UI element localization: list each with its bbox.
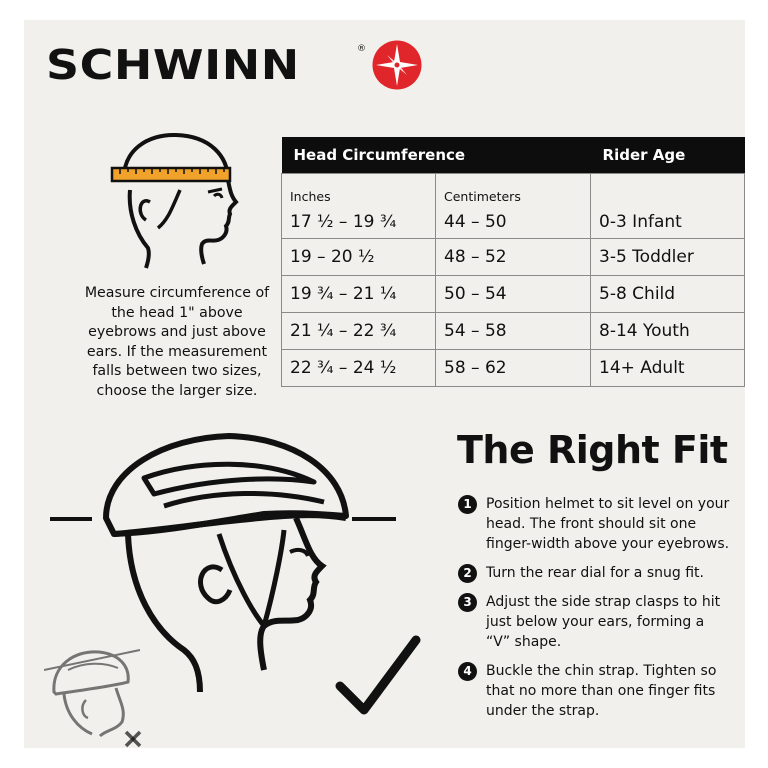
fit-steps-list xyxy=(458,494,730,730)
inches-value: 17 ½ – 19 ¾ xyxy=(290,212,397,232)
cell-age: 14+ Adult xyxy=(591,350,745,387)
step-text: Position helmet to sit level on your head. The front should sit one finger-width above your eyebrows. xyxy=(486,496,730,552)
fit-title: The Right Fit xyxy=(457,428,728,472)
table-row xyxy=(282,350,745,387)
cell-cm: 54 – 58 xyxy=(436,313,591,350)
step-text: Turn the rear dial for a snug fit. xyxy=(486,565,704,581)
step-text: Adjust the side strap clasps to hit just below your ears, forming a “V” shape. xyxy=(486,594,721,650)
step-number-badge: 2 xyxy=(458,564,477,583)
brand-wordmark: SCHWINN xyxy=(46,41,300,89)
table-row xyxy=(282,313,745,350)
cell-age: 0-3 Infant xyxy=(591,174,745,239)
subheader-inches: Inches xyxy=(290,189,331,204)
header-rider-age: Rider Age xyxy=(591,137,745,174)
cm-value: 44 – 50 xyxy=(444,212,507,232)
cell-age: 3-5 Toddler xyxy=(591,239,745,276)
step-number-badge: 4 xyxy=(458,662,477,681)
cell-inches: 19 ¾ – 21 ¼ xyxy=(282,276,436,313)
helmet-fit-illustration-icon xyxy=(44,430,444,750)
step-text: Buckle the chin strap. Tighten so that no more than one finger fits under the strap. xyxy=(486,663,717,719)
cell-cm: 48 – 52 xyxy=(436,239,591,276)
table-row xyxy=(282,239,745,276)
table-row xyxy=(282,174,745,239)
checkmark-icon xyxy=(340,640,416,710)
compass-star-logo-icon xyxy=(371,39,423,91)
subheader-centimeters: Centimeters xyxy=(444,189,521,204)
registered-mark: ® xyxy=(357,44,366,54)
cell-inches: 22 ¾ – 24 ½ xyxy=(282,350,436,387)
list-item xyxy=(458,563,730,583)
list-item xyxy=(458,494,730,554)
cell-age: 8-14 Youth xyxy=(591,313,745,350)
header-head-circumference: Head Circumference xyxy=(282,137,591,174)
cell-age: 5-8 Child xyxy=(591,276,745,313)
head-measure-illustration-icon xyxy=(110,132,242,270)
cell-cm: 50 – 54 xyxy=(436,276,591,313)
cell-cm xyxy=(436,174,591,239)
cell-inches: 19 – 20 ½ xyxy=(282,239,436,276)
size-chart-table xyxy=(281,137,745,387)
list-item xyxy=(458,592,730,652)
list-item xyxy=(458,661,730,721)
cross-mark-icon xyxy=(126,732,140,746)
table-row xyxy=(282,276,745,313)
step-number-badge: 1 xyxy=(458,495,477,514)
cell-inches: 21 ¼ – 22 ¾ xyxy=(282,313,436,350)
table-header-row xyxy=(282,137,745,174)
cell-cm: 58 – 62 xyxy=(436,350,591,387)
measure-instructions: Measure circumference of the head 1" above eyebrows and just above ears. If the measurement falls between two sizes, choose the larger size. xyxy=(84,285,270,399)
step-number-badge: 3 xyxy=(458,593,477,612)
cell-inches xyxy=(282,174,436,239)
